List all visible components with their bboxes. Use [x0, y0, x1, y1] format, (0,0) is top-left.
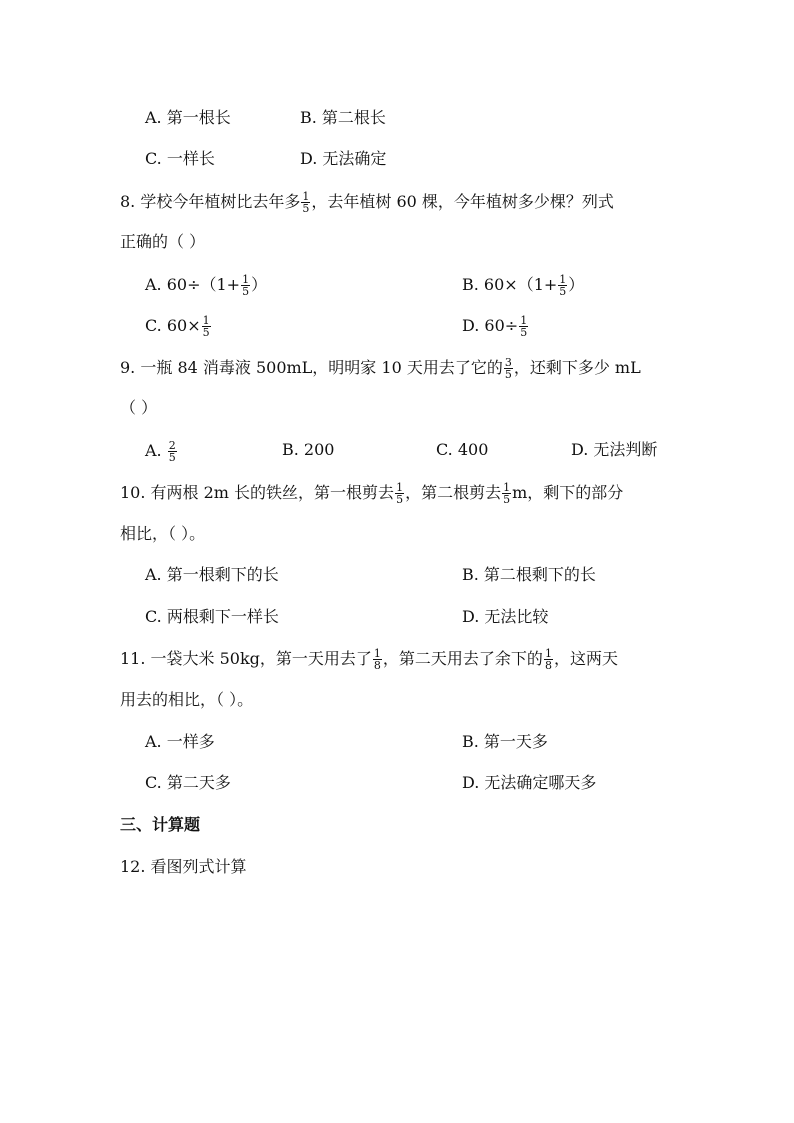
- q11-stem-line1: 11. 一袋大米 50kg，第一天用去了 $\frac{1}{8}$ ，第二天用去了余下的 $\frac{1}{8}$ ，这两天: [120, 647, 618, 672]
- q8-option-d: D. 60÷ $\frac{1}{5}$: [462, 314, 528, 339]
- q9-option-a-fraction: $\frac{2}{5}$: [168, 439, 176, 464]
- q8-stem-line1: 8. 学校今年植树比去年多 $\frac{1}{5}$ ，去年植树 60 棵，今年植树多少棵？列式: [120, 190, 614, 215]
- q9-option-c: C. 400: [436, 440, 489, 459]
- q9-option-b: B. 200: [282, 440, 335, 459]
- q8-fraction: $\frac{1}{5}$: [302, 190, 310, 215]
- q9-option-a: A. $\frac{2}{5}$: [145, 439, 176, 464]
- q11-option-d: D. 无法确定哪天多: [462, 773, 597, 792]
- q10-fraction-1: $\frac{1}{5}$: [396, 481, 404, 506]
- q11-fraction-1: $\frac{1}{8}$: [373, 647, 381, 672]
- q10-option-c: C. 两根剩下一样长: [145, 607, 279, 626]
- q7-option-a: A. 第一根长: [145, 108, 231, 127]
- q10-fraction-2: $\frac{1}{5}$: [503, 481, 511, 506]
- q9-fraction: $\frac{3}{5}$: [504, 356, 512, 381]
- q7-option-c: C. 一样长: [145, 149, 215, 168]
- q8-stem-line2: 正确的（ ）: [120, 232, 206, 251]
- q9-option-d: D. 无法判断: [571, 440, 658, 459]
- q11-option-b: B. 第一天多: [462, 732, 548, 751]
- q8-option-d-fraction: $\frac{1}{5}$: [520, 314, 528, 339]
- q8-option-b: B. 60×（1+ $\frac{1}{5}$ ）: [462, 273, 585, 298]
- q8-option-a-fraction: $\frac{1}{5}$: [242, 273, 250, 298]
- q7-option-b: B. 第二根长: [300, 108, 386, 127]
- q11-option-a: A. 一样多: [145, 732, 215, 751]
- q12-stem: 12. 看图列式计算: [120, 857, 247, 876]
- section-3-heading: 三、计算题: [120, 815, 201, 834]
- q9-stem-line1: 9. 一瓶 84 消毒液 500mL，明明家 10 天用去了它的 $\frac{3}{5}$ ，还剩下多少 mL: [120, 356, 641, 381]
- q8-option-c: C. 60× $\frac{1}{5}$: [145, 314, 210, 339]
- q8-option-b-fraction: $\frac{1}{5}$: [559, 273, 567, 298]
- q7-option-d: D. 无法确定: [300, 149, 387, 168]
- q8-option-a: A. 60÷（1+ $\frac{1}{5}$ ）: [145, 273, 268, 298]
- q9-stem-line2: （ ）: [120, 398, 158, 417]
- q10-stem-line2: 相比，（ ）。: [120, 524, 206, 543]
- q11-stem-line2: 用去的相比，（ ）。: [120, 690, 254, 709]
- q10-option-d: D. 无法比较: [462, 607, 549, 626]
- q11-fraction-2: $\frac{1}{8}$: [544, 647, 552, 672]
- q10-stem-line1: 10. 有两根 2m 长的铁丝，第一根剪去 $\frac{1}{5}$ ，第二根剪去 $\frac{1}{5}$ m，剩下的部分: [120, 481, 624, 506]
- q8-option-c-fraction: $\frac{1}{5}$: [202, 314, 210, 339]
- q11-option-c: C. 第二天多: [145, 773, 231, 792]
- q10-option-a: A. 第一根剩下的长: [145, 565, 279, 584]
- q10-option-b: B. 第二根剩下的长: [462, 565, 596, 584]
